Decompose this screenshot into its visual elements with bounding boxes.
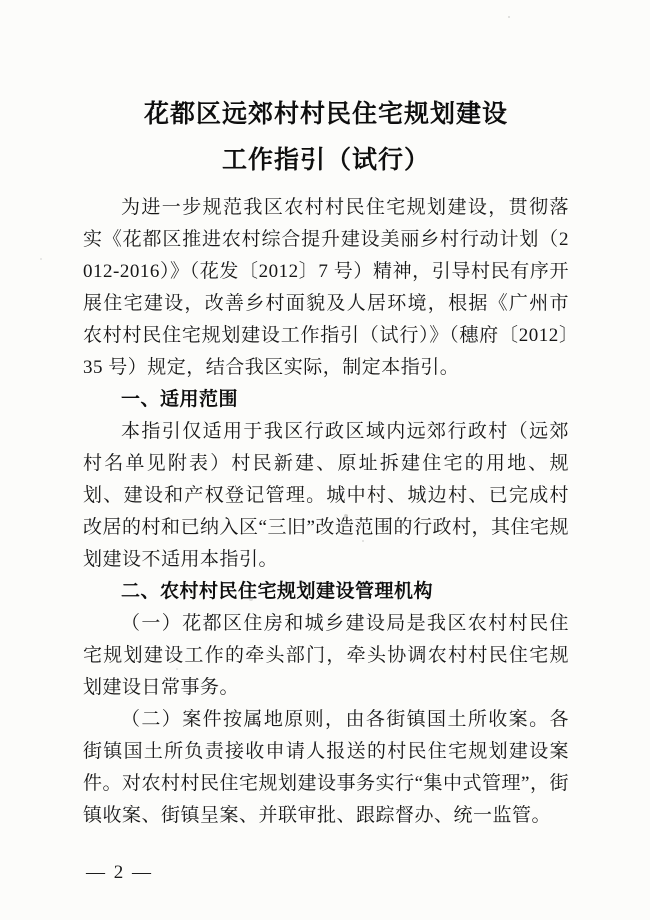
paragraph-scope: 本指引仅适用于我区行政区域内远郊行政村（远郊村名单见附表）村民新建、原址拆建住宅的用地、规划、建设和产权登记管理。城中村、城边村、已完成村改居的村和已纳入区“三旧”改造范围的行政村，其住宅规划建设不适用本指引。 <box>83 421 569 570</box>
title-line-1: 花都区远郊村村民住宅规划建设 <box>143 101 508 128</box>
title-line-2: 工作指引（试行） <box>221 147 430 174</box>
paragraph-management-2: （二）案件按属地原则，由各街镇国土所收案。各街镇国土所负责接收申请人报送的村民住宅规划建设案件。对农村村民住宅规划建设事务实行“集中式管理”，街镇收案、街镇呈案、并联审批、跟踪督办、统一监管。 <box>83 709 569 826</box>
page-number: — 2 — <box>86 862 153 883</box>
paragraph-intro: 为进一步规范我区农村村民住宅规划建设，贯彻落实《花都区推进农村综合提升建设美丽乡村行动计划（2012-2016）》（花发〔2012〕7 号）精神，引导村民有序开展住宅建设，改善乡村面貌及人居环境，根据《广州市农村村民住宅规划建设工作指引（试行）》（穗府〔2012〕35 号）规定，结合我区实际，制定本指引。 <box>83 197 569 378</box>
section-heading-scope: 一、适用范围 <box>121 389 239 410</box>
section-heading-management: 二、农村村民住宅规划建设管理机构 <box>121 581 434 602</box>
scan-noise-speckles <box>0 0 2 2</box>
document-body <box>83 92 569 832</box>
paragraph-management-1: （一）花都区住房和城乡建设局是我区农村村民住宅规划建设工作的牵头部门，牵头协调农村村民住宅规划建设日常事务。 <box>83 613 569 698</box>
document-title <box>83 92 569 184</box>
